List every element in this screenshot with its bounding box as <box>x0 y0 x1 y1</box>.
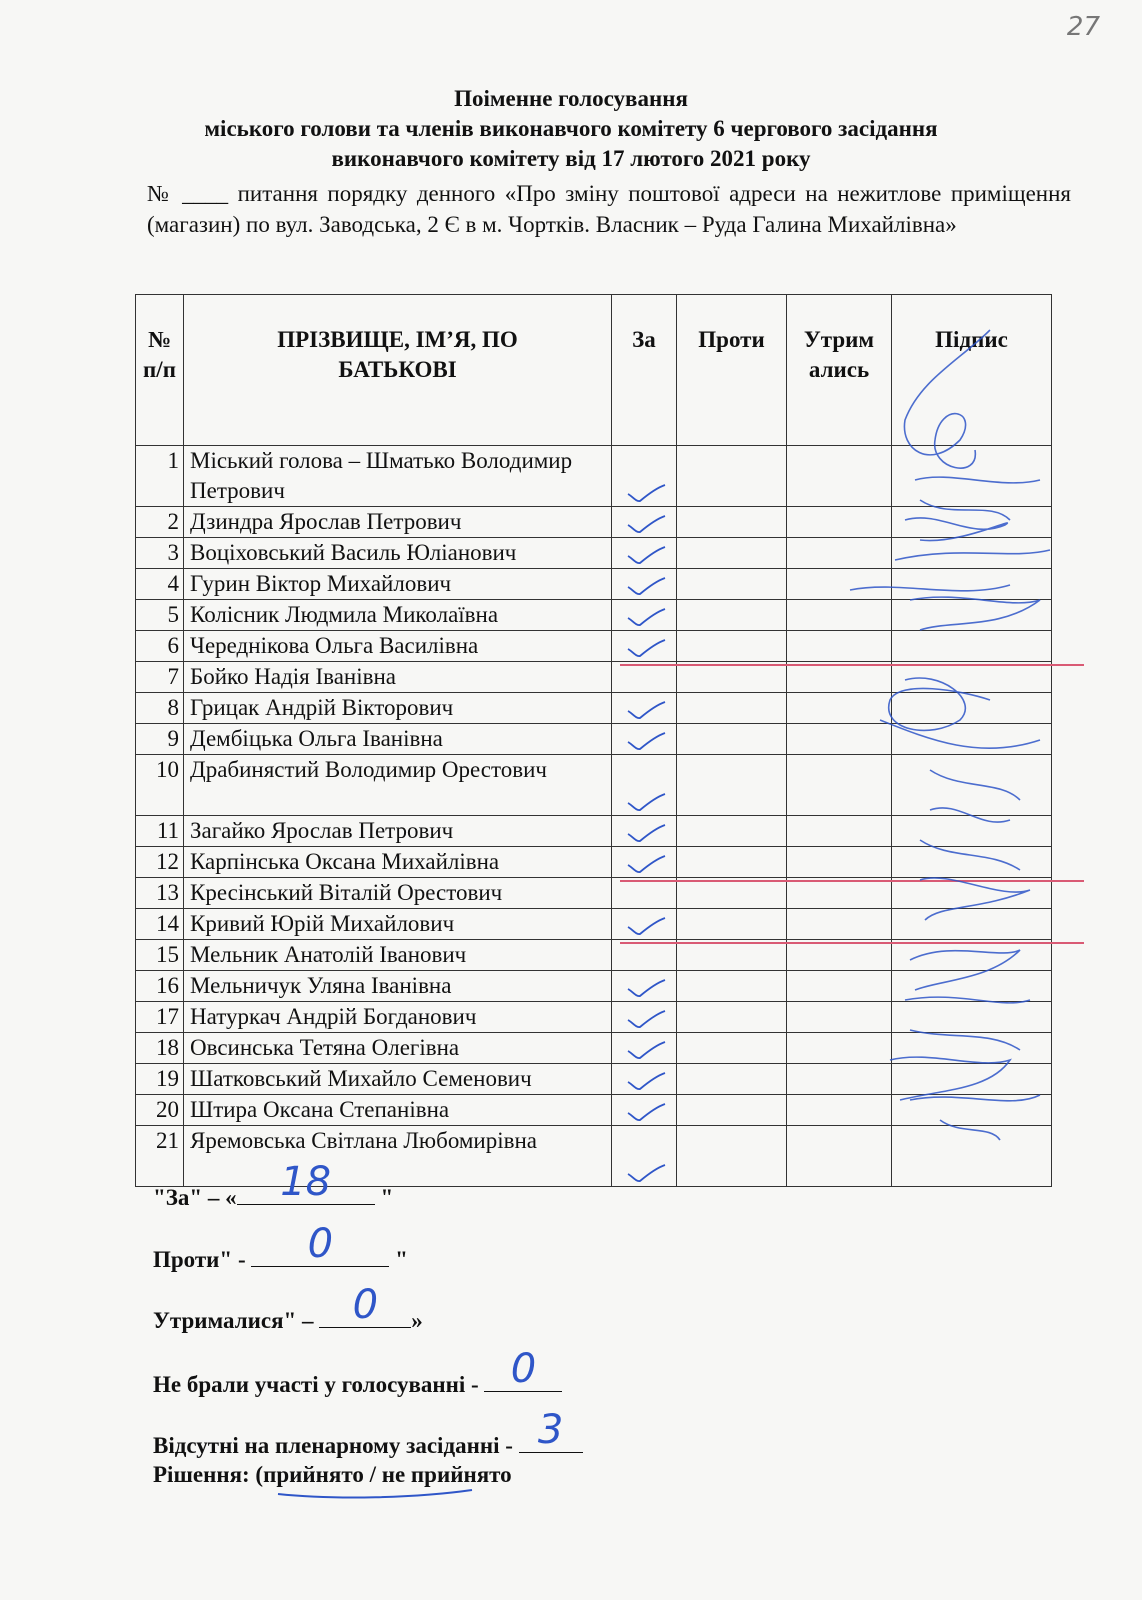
table-row <box>136 1064 1052 1095</box>
vote-against-cell <box>677 569 787 600</box>
signature-cell <box>892 940 1052 971</box>
table-row <box>136 971 1052 1002</box>
summary-for-label: "За" – « <box>153 1185 237 1210</box>
row-number: 2 <box>136 507 184 538</box>
title-line-3: виконавчого комітету від 17 лютого 2021 року <box>331 146 811 171</box>
summary-absent-value: 3 <box>537 1407 564 1453</box>
row-number: 13 <box>136 878 184 909</box>
checkmark-icon <box>626 699 666 721</box>
signature-cell <box>892 755 1052 816</box>
vote-abstain-cell <box>787 909 892 940</box>
checkmark-icon <box>626 853 666 875</box>
vote-against-cell <box>677 724 787 755</box>
table-row <box>136 847 1052 878</box>
vote-against-cell <box>677 1064 787 1095</box>
vote-abstain-cell <box>787 446 892 507</box>
vote-for-cell <box>612 724 677 755</box>
table-row <box>136 755 1052 816</box>
vote-abstain-cell <box>787 755 892 816</box>
member-name: Карпінська Оксана Михайлівна <box>184 847 612 878</box>
summary-for-value: 18 <box>280 1159 332 1205</box>
vote-against-cell <box>677 909 787 940</box>
signature-cell <box>892 816 1052 847</box>
vote-abstain-cell <box>787 847 892 878</box>
member-name: Мельничук Уляна Іванівна <box>184 971 612 1002</box>
summary-against-end: " <box>389 1247 408 1272</box>
row-number: 14 <box>136 909 184 940</box>
header-for: За <box>612 295 677 446</box>
signature-cell <box>892 909 1052 940</box>
checkmark-icon <box>626 1008 666 1030</box>
vote-abstain-cell <box>787 1064 892 1095</box>
absent-strike-line <box>620 942 1084 944</box>
vote-for-cell <box>612 600 677 631</box>
vote-abstain-cell <box>787 1126 892 1187</box>
checkmark-icon <box>626 791 666 813</box>
summary-against-value: 0 <box>307 1221 334 1267</box>
vote-for-cell <box>612 878 677 909</box>
checkmark-icon <box>626 482 666 504</box>
checkmark-icon <box>626 637 666 659</box>
checkmark-icon <box>626 915 666 937</box>
member-name: Колісник Людмила Миколаївна <box>184 600 612 631</box>
member-name: Загайко Ярослав Петрович <box>184 816 612 847</box>
member-name: Гурин Віктор Михайлович <box>184 569 612 600</box>
member-name: Натуркач Андрій Богданович <box>184 1002 612 1033</box>
vote-against-cell <box>677 1002 787 1033</box>
row-number: 11 <box>136 816 184 847</box>
vote-for-cell <box>612 1064 677 1095</box>
document-title <box>0 84 1142 174</box>
row-number: 7 <box>136 662 184 693</box>
vote-abstain-cell <box>787 507 892 538</box>
checkmark-icon <box>626 1101 666 1123</box>
title-line-1: Поіменне голосування <box>454 86 688 111</box>
summary-absent <box>153 1407 583 1461</box>
summary-against-label: Проти" - <box>153 1247 252 1272</box>
row-number: 10 <box>136 755 184 816</box>
signature-cell <box>892 971 1052 1002</box>
vote-for-cell <box>612 1002 677 1033</box>
vote-for-cell <box>612 755 677 816</box>
member-name: Воціховський Василь Юліанович <box>184 538 612 569</box>
vote-for-cell <box>612 446 677 507</box>
table-row <box>136 507 1052 538</box>
signature-cell <box>892 600 1052 631</box>
signature-cell <box>892 1095 1052 1126</box>
table-row <box>136 816 1052 847</box>
signature-cell <box>892 1033 1052 1064</box>
signature-cell <box>892 569 1052 600</box>
vote-for-cell <box>612 847 677 878</box>
vote-abstain-cell <box>787 971 892 1002</box>
checkmark-icon <box>626 513 666 535</box>
title-line-2: міського голови та членів виконавчого комітету 6 чергового засідання <box>204 116 938 141</box>
member-name: Кресінський Віталій Орестович <box>184 878 612 909</box>
summary-abstain <box>153 1282 423 1336</box>
vote-for-cell <box>612 971 677 1002</box>
vote-against-cell <box>677 446 787 507</box>
vote-abstain-cell <box>787 631 892 662</box>
member-name: Шатковський Михайло Семенович <box>184 1064 612 1095</box>
vote-against-cell <box>677 971 787 1002</box>
checkmark-icon <box>626 606 666 628</box>
signature-cell <box>892 693 1052 724</box>
row-number: 18 <box>136 1033 184 1064</box>
decision-underline-icon <box>276 1484 476 1500</box>
member-name: Штира Оксана Степанівна <box>184 1095 612 1126</box>
row-number: 15 <box>136 940 184 971</box>
table-row <box>136 1033 1052 1064</box>
member-name: Кривий Юрій Михайлович <box>184 909 612 940</box>
vote-against-cell <box>677 816 787 847</box>
signature-cell <box>892 1126 1052 1187</box>
vote-table <box>135 294 1052 1187</box>
signature-cell <box>892 538 1052 569</box>
summary-absent-label: Відсутні на пленарному засіданні - <box>153 1433 519 1458</box>
table-row <box>136 600 1052 631</box>
vote-for-cell <box>612 940 677 971</box>
header-signature: Підпис <box>892 295 1052 446</box>
table-row <box>136 446 1052 507</box>
vote-for-cell <box>612 1126 677 1187</box>
checkmark-icon <box>626 1070 666 1092</box>
signature-cell <box>892 724 1052 755</box>
vote-against-cell <box>677 847 787 878</box>
header-name: ПРІЗВИЩЕ, ІМ’Я, ПО БАТЬКОВІ <box>184 295 612 446</box>
vote-abstain-cell <box>787 569 892 600</box>
absent-strike-line <box>620 664 1084 666</box>
vote-abstain-cell <box>787 1002 892 1033</box>
page-number: 27 <box>1066 12 1100 42</box>
vote-for-cell <box>612 816 677 847</box>
row-number: 9 <box>136 724 184 755</box>
vote-abstain-cell <box>787 600 892 631</box>
summary-against <box>153 1221 408 1275</box>
table-row <box>136 693 1052 724</box>
vote-against-cell <box>677 538 787 569</box>
member-name: Яремовська Світлана Любомирівна <box>184 1126 612 1187</box>
row-number: 5 <box>136 600 184 631</box>
vote-against-cell <box>677 600 787 631</box>
absent-strike-line <box>620 880 1084 882</box>
vote-against-cell <box>677 755 787 816</box>
table-row <box>136 909 1052 940</box>
row-number: 6 <box>136 631 184 662</box>
row-number: 4 <box>136 569 184 600</box>
table-row <box>136 878 1052 909</box>
checkmark-icon <box>626 575 666 597</box>
decision-text: Рішення: (прийнято / не прийнято <box>153 1462 512 1487</box>
summary-not-voted <box>153 1346 562 1400</box>
vote-against-cell <box>677 1126 787 1187</box>
table-row <box>136 662 1052 693</box>
signature-cell <box>892 878 1052 909</box>
signature-cell <box>892 631 1052 662</box>
summary-not-voted-value: 0 <box>510 1346 537 1392</box>
header-abstain: Утрим ались <box>787 295 892 446</box>
vote-abstain-cell <box>787 724 892 755</box>
member-name: Овсинська Тетяна Олегівна <box>184 1033 612 1064</box>
vote-against-cell <box>677 878 787 909</box>
row-number: 16 <box>136 971 184 1002</box>
member-name: Череднікова Ольга Василівна <box>184 631 612 662</box>
vote-abstain-cell <box>787 538 892 569</box>
vote-against-cell <box>677 693 787 724</box>
header-num: № п/п <box>136 295 184 446</box>
member-name: Дембіцька Ольга Іванівна <box>184 724 612 755</box>
member-name: Драбинястий Володимир Орестович <box>184 755 612 816</box>
table-row <box>136 1002 1052 1033</box>
checkmark-icon <box>626 822 666 844</box>
vote-abstain-cell <box>787 1095 892 1126</box>
vote-against-cell <box>677 940 787 971</box>
table-row <box>136 631 1052 662</box>
checkmark-icon <box>626 1162 666 1184</box>
member-name: Мельник Анатолій Іванович <box>184 940 612 971</box>
checkmark-icon <box>626 1039 666 1061</box>
summary-abstain-value: 0 <box>352 1282 379 1328</box>
row-number: 20 <box>136 1095 184 1126</box>
table-header-row <box>136 295 1052 446</box>
summary-for <box>153 1159 394 1213</box>
row-number: 12 <box>136 847 184 878</box>
row-number: 8 <box>136 693 184 724</box>
row-number: 17 <box>136 1002 184 1033</box>
table-row <box>136 569 1052 600</box>
member-name: Міський голова – Шматько Володимир Петрович <box>184 446 612 507</box>
member-name: Грицак Андрій Вікторович <box>184 693 612 724</box>
vote-abstain-cell <box>787 878 892 909</box>
summary-not-voted-label: Не брали участі у голосуванні - <box>153 1372 485 1397</box>
vote-for-cell <box>612 662 677 693</box>
signature-cell <box>892 1002 1052 1033</box>
header-against: Проти <box>677 295 787 446</box>
agenda-item: № ____ питання порядку денного «Про зміну поштової адреси на нежитлове приміщення (магазин) по вул. Заводська, 2 Є в м. Чортків. Власник – Руда Галина Михайлівна» <box>147 181 1071 237</box>
vote-against-cell <box>677 662 787 693</box>
vote-abstain-cell <box>787 940 892 971</box>
summary-for-end: " <box>374 1185 394 1210</box>
checkmark-icon <box>626 977 666 999</box>
member-name: Бойко Надія Іванівна <box>184 662 612 693</box>
summary-abstain-label: Утрималися" – <box>153 1308 320 1333</box>
vote-against-cell <box>677 507 787 538</box>
signature-cell <box>892 662 1052 693</box>
table-row <box>136 1095 1052 1126</box>
row-number: 1 <box>136 446 184 507</box>
vote-against-cell <box>677 1095 787 1126</box>
row-number: 21 <box>136 1126 184 1187</box>
vote-against-cell <box>677 1033 787 1064</box>
table-row <box>136 940 1052 971</box>
vote-for-cell <box>612 909 677 940</box>
vote-for-cell <box>612 1033 677 1064</box>
row-number: 19 <box>136 1064 184 1095</box>
vote-against-cell <box>677 631 787 662</box>
vote-for-cell <box>612 507 677 538</box>
summary-abstain-end: » <box>411 1308 423 1333</box>
member-name: Дзиндра Ярослав Петрович <box>184 507 612 538</box>
vote-for-cell <box>612 693 677 724</box>
vote-abstain-cell <box>787 816 892 847</box>
vote-abstain-cell <box>787 1033 892 1064</box>
vote-for-cell <box>612 538 677 569</box>
vote-abstain-cell <box>787 662 892 693</box>
vote-abstain-cell <box>787 693 892 724</box>
signature-cell <box>892 446 1052 507</box>
table-row <box>136 724 1052 755</box>
vote-for-cell <box>612 1095 677 1126</box>
row-number: 3 <box>136 538 184 569</box>
signature-cell <box>892 847 1052 878</box>
vote-for-cell <box>612 631 677 662</box>
table-row <box>136 538 1052 569</box>
signature-cell <box>892 507 1052 538</box>
signature-cell <box>892 1064 1052 1095</box>
checkmark-icon <box>626 544 666 566</box>
vote-for-cell <box>612 569 677 600</box>
checkmark-icon <box>626 730 666 752</box>
